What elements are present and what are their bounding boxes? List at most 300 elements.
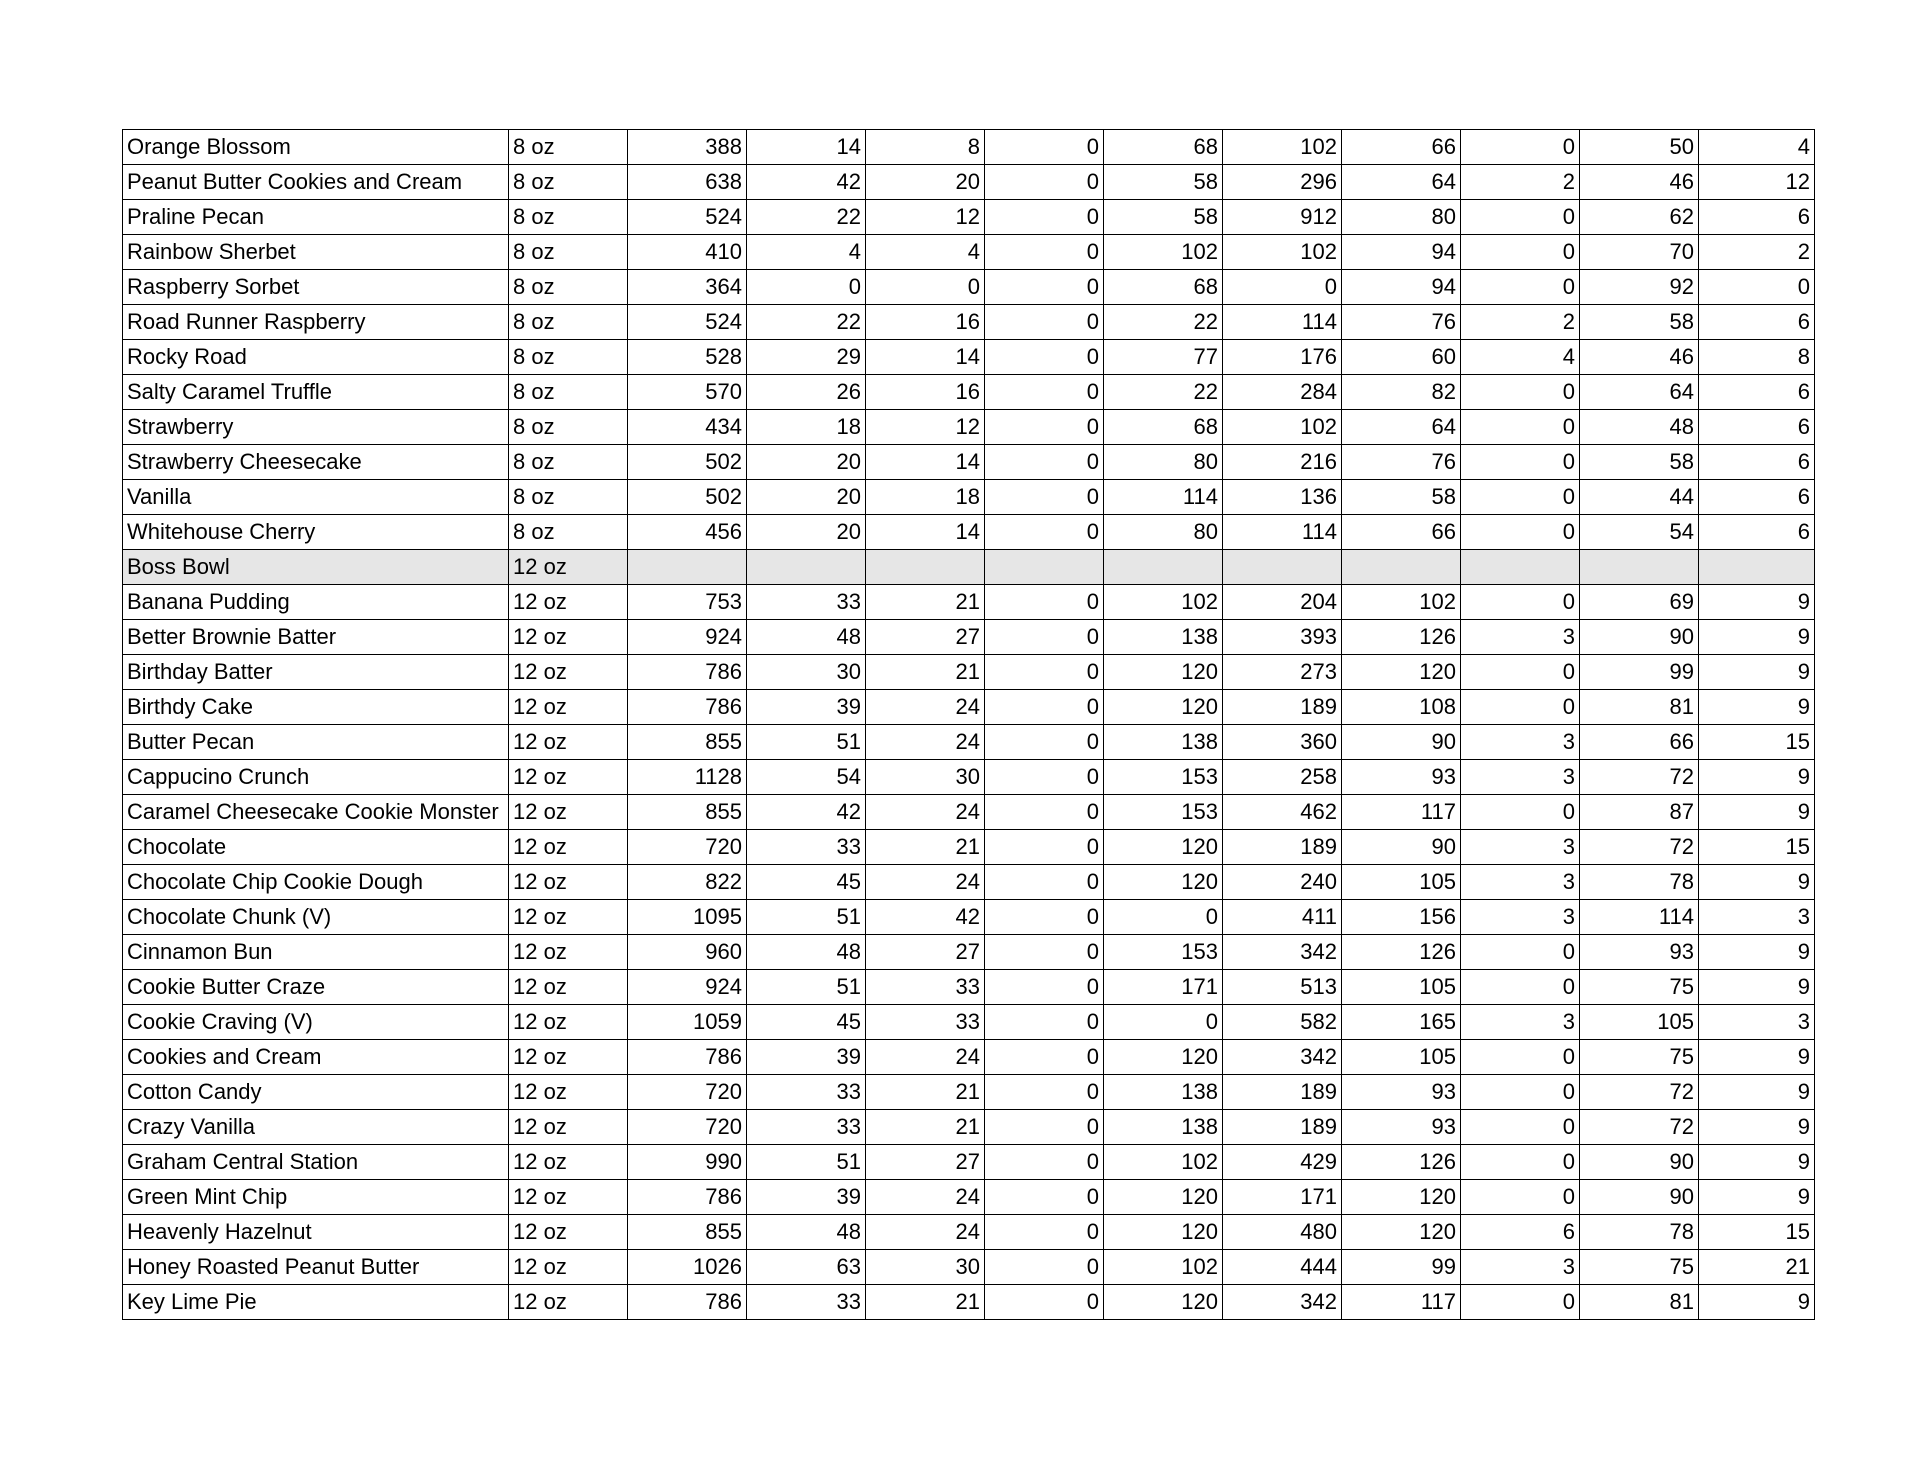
serving-size-cell: 12 oz [509, 1215, 628, 1250]
value-cell: 342 [1223, 1040, 1342, 1075]
value-cell: 12 [1699, 165, 1815, 200]
value-cell: 126 [1342, 620, 1461, 655]
value-cell: 720 [628, 1110, 747, 1145]
value-cell: 153 [1104, 760, 1223, 795]
value-cell: 0 [1461, 690, 1580, 725]
value-cell: 3 [1699, 900, 1815, 935]
value-cell: 960 [628, 935, 747, 970]
value-cell: 360 [1223, 725, 1342, 760]
value-cell: 108 [1342, 690, 1461, 725]
value-cell: 44 [1580, 480, 1699, 515]
value-cell: 0 [985, 620, 1104, 655]
value-cell: 120 [1104, 1215, 1223, 1250]
value-cell: 570 [628, 375, 747, 410]
value-cell: 51 [747, 900, 866, 935]
table-row [123, 690, 1815, 725]
value-cell: 0 [985, 760, 1104, 795]
value-cell: 6 [1699, 200, 1815, 235]
value-cell: 20 [866, 165, 985, 200]
item-name-cell: Birthday Batter [123, 655, 509, 690]
value-cell: 189 [1223, 1075, 1342, 1110]
value-cell: 24 [866, 1215, 985, 1250]
value-cell: 68 [1104, 130, 1223, 165]
value-cell: 924 [628, 970, 747, 1005]
table-row [123, 340, 1815, 375]
value-cell: 138 [1104, 1110, 1223, 1145]
value-cell: 216 [1223, 445, 1342, 480]
table-row [123, 515, 1815, 550]
value-cell: 45 [747, 1005, 866, 1040]
serving-size-cell: 12 oz [509, 690, 628, 725]
serving-size-cell: 8 oz [509, 480, 628, 515]
value-cell: 0 [985, 270, 1104, 305]
value-cell: 2 [1699, 235, 1815, 270]
value-cell: 42 [747, 165, 866, 200]
value-cell: 80 [1104, 515, 1223, 550]
value-cell: 120 [1104, 1285, 1223, 1320]
value-cell: 786 [628, 1180, 747, 1215]
item-name-cell: Cookie Craving (V) [123, 1005, 509, 1040]
value-cell: 6 [1699, 375, 1815, 410]
value-cell: 9 [1699, 1145, 1815, 1180]
value-cell: 0 [1461, 515, 1580, 550]
value-cell: 72 [1580, 1075, 1699, 1110]
value-cell: 3 [1461, 620, 1580, 655]
table-row [123, 620, 1815, 655]
value-cell: 114 [1223, 515, 1342, 550]
item-name-cell: Rocky Road [123, 340, 509, 375]
value-cell: 0 [985, 235, 1104, 270]
serving-size-cell: 8 oz [509, 305, 628, 340]
value-cell: 0 [985, 830, 1104, 865]
value-cell: 21 [866, 1110, 985, 1145]
value-cell: 6 [1699, 480, 1815, 515]
value-cell: 1095 [628, 900, 747, 935]
item-name-cell: Whitehouse Cherry [123, 515, 509, 550]
value-cell: 0 [1461, 270, 1580, 305]
value-cell: 9 [1699, 585, 1815, 620]
value-cell: 24 [866, 795, 985, 830]
value-cell: 582 [1223, 1005, 1342, 1040]
table-row [123, 270, 1815, 305]
value-cell: 64 [1342, 410, 1461, 445]
value-cell: 24 [866, 865, 985, 900]
value-cell: 120 [1342, 1180, 1461, 1215]
value-cell: 9 [1699, 1075, 1815, 1110]
value-cell: 126 [1342, 935, 1461, 970]
serving-size-cell: 12 oz [509, 1075, 628, 1110]
value-cell: 1128 [628, 760, 747, 795]
value-cell: 33 [747, 830, 866, 865]
value-cell: 1059 [628, 1005, 747, 1040]
serving-size-cell: 8 oz [509, 515, 628, 550]
value-cell: 120 [1104, 655, 1223, 690]
value-cell [628, 550, 747, 585]
value-cell: 30 [866, 760, 985, 795]
value-cell: 444 [1223, 1250, 1342, 1285]
value-cell: 0 [985, 900, 1104, 935]
value-cell: 15 [1699, 830, 1815, 865]
serving-size-cell: 12 oz [509, 725, 628, 760]
value-cell: 296 [1223, 165, 1342, 200]
value-cell: 855 [628, 725, 747, 760]
value-cell: 21 [866, 585, 985, 620]
value-cell: 8 [866, 130, 985, 165]
value-cell: 912 [1223, 200, 1342, 235]
value-cell: 102 [1223, 130, 1342, 165]
table-row [123, 1110, 1815, 1145]
value-cell: 0 [985, 340, 1104, 375]
value-cell: 0 [985, 655, 1104, 690]
value-cell: 524 [628, 305, 747, 340]
value-cell [1461, 550, 1580, 585]
value-cell: 26 [747, 375, 866, 410]
value-cell: 6 [1461, 1215, 1580, 1250]
value-cell: 0 [1461, 445, 1580, 480]
value-cell: 364 [628, 270, 747, 305]
item-name-cell: Cookie Butter Craze [123, 970, 509, 1005]
value-cell: 6 [1699, 410, 1815, 445]
item-name-cell: Vanilla [123, 480, 509, 515]
table-row [123, 1215, 1815, 1250]
serving-size-cell: 12 oz [509, 795, 628, 830]
table-row [123, 795, 1815, 830]
item-name-cell: Cookies and Cream [123, 1040, 509, 1075]
value-cell: 138 [1104, 1075, 1223, 1110]
value-cell: 0 [1104, 900, 1223, 935]
value-cell: 12 [866, 410, 985, 445]
value-cell: 410 [628, 235, 747, 270]
value-cell: 524 [628, 200, 747, 235]
table-row [123, 445, 1815, 480]
value-cell: 0 [985, 1040, 1104, 1075]
value-cell: 94 [1342, 270, 1461, 305]
value-cell: 153 [1104, 935, 1223, 970]
serving-size-cell: 12 oz [509, 1040, 628, 1075]
value-cell: 62 [1580, 200, 1699, 235]
serving-size-cell: 8 oz [509, 165, 628, 200]
serving-size-cell: 12 oz [509, 1285, 628, 1320]
value-cell: 78 [1580, 865, 1699, 900]
value-cell: 0 [1461, 1075, 1580, 1110]
value-cell: 68 [1104, 270, 1223, 305]
value-cell: 120 [1104, 830, 1223, 865]
value-cell [1699, 550, 1815, 585]
item-name-cell: Green Mint Chip [123, 1180, 509, 1215]
item-name-cell: Butter Pecan [123, 725, 509, 760]
item-name-cell: Cappucino Crunch [123, 760, 509, 795]
value-cell: 924 [628, 620, 747, 655]
value-cell: 176 [1223, 340, 1342, 375]
table-row [123, 830, 1815, 865]
value-cell: 720 [628, 830, 747, 865]
value-cell: 24 [866, 690, 985, 725]
value-cell: 3 [1461, 1250, 1580, 1285]
value-cell: 480 [1223, 1215, 1342, 1250]
table-row [123, 725, 1815, 760]
serving-size-cell: 12 oz [509, 655, 628, 690]
item-name-cell: Road Runner Raspberry [123, 305, 509, 340]
value-cell: 171 [1223, 1180, 1342, 1215]
value-cell: 48 [747, 935, 866, 970]
table-row [123, 900, 1815, 935]
value-cell: 114 [1580, 900, 1699, 935]
value-cell: 9 [1699, 1040, 1815, 1075]
item-name-cell: Strawberry Cheesecake [123, 445, 509, 480]
value-cell: 54 [747, 760, 866, 795]
value-cell: 786 [628, 1040, 747, 1075]
serving-size-cell: 12 oz [509, 1110, 628, 1145]
value-cell: 93 [1342, 1075, 1461, 1110]
table-row [123, 1285, 1815, 1320]
value-cell: 24 [866, 725, 985, 760]
value-cell: 502 [628, 480, 747, 515]
value-cell: 120 [1342, 1215, 1461, 1250]
value-cell: 2 [1461, 165, 1580, 200]
value-cell: 75 [1580, 1040, 1699, 1075]
value-cell: 60 [1342, 340, 1461, 375]
table-row [123, 305, 1815, 340]
serving-size-cell: 12 oz [509, 935, 628, 970]
value-cell: 0 [1461, 200, 1580, 235]
value-cell: 0 [1461, 655, 1580, 690]
item-name-cell: Cinnamon Bun [123, 935, 509, 970]
item-name-cell: Honey Roasted Peanut Butter [123, 1250, 509, 1285]
serving-size-cell: 8 oz [509, 445, 628, 480]
value-cell: 76 [1342, 445, 1461, 480]
value-cell: 0 [985, 585, 1104, 620]
value-cell: 105 [1342, 970, 1461, 1005]
table-row [123, 655, 1815, 690]
value-cell: 342 [1223, 1285, 1342, 1320]
value-cell: 0 [1461, 1040, 1580, 1075]
value-cell: 0 [985, 200, 1104, 235]
value-cell: 33 [747, 1075, 866, 1110]
value-cell: 120 [1104, 1040, 1223, 1075]
value-cell: 48 [747, 1215, 866, 1250]
value-cell: 75 [1580, 1250, 1699, 1285]
value-cell: 6 [1699, 445, 1815, 480]
value-cell: 87 [1580, 795, 1699, 830]
value-cell: 27 [866, 620, 985, 655]
item-name-cell: Strawberry [123, 410, 509, 445]
item-name-cell: Chocolate Chunk (V) [123, 900, 509, 935]
value-cell: 80 [1104, 445, 1223, 480]
value-cell: 786 [628, 690, 747, 725]
serving-size-cell: 12 oz [509, 900, 628, 935]
value-cell: 29 [747, 340, 866, 375]
value-cell: 3 [1461, 725, 1580, 760]
item-name-cell: Peanut Butter Cookies and Cream [123, 165, 509, 200]
value-cell: 46 [1580, 165, 1699, 200]
value-cell: 30 [747, 655, 866, 690]
item-name-cell: Boss Bowl [123, 550, 509, 585]
table-row [123, 130, 1815, 165]
value-cell: 33 [747, 1110, 866, 1145]
value-cell: 75 [1580, 970, 1699, 1005]
value-cell: 0 [985, 1075, 1104, 1110]
value-cell: 21 [866, 1285, 985, 1320]
value-cell: 0 [985, 690, 1104, 725]
value-cell: 990 [628, 1145, 747, 1180]
value-cell: 51 [747, 1145, 866, 1180]
value-cell: 12 [866, 200, 985, 235]
value-cell: 189 [1223, 690, 1342, 725]
item-name-cell: Caramel Cheesecake Cookie Monster [123, 795, 509, 830]
value-cell: 58 [1342, 480, 1461, 515]
value-cell: 114 [1223, 305, 1342, 340]
value-cell: 855 [628, 1215, 747, 1250]
value-cell: 0 [1699, 270, 1815, 305]
table-row [123, 935, 1815, 970]
value-cell: 22 [747, 305, 866, 340]
value-cell: 388 [628, 130, 747, 165]
value-cell: 9 [1699, 935, 1815, 970]
value-cell: 638 [628, 165, 747, 200]
value-cell: 82 [1342, 375, 1461, 410]
value-cell: 93 [1342, 760, 1461, 795]
value-cell: 138 [1104, 620, 1223, 655]
value-cell: 9 [1699, 795, 1815, 830]
value-cell: 0 [1461, 970, 1580, 1005]
value-cell: 0 [1461, 235, 1580, 270]
value-cell: 78 [1580, 1215, 1699, 1250]
value-cell: 48 [747, 620, 866, 655]
value-cell: 8 [1699, 340, 1815, 375]
value-cell: 50 [1580, 130, 1699, 165]
value-cell: 58 [1104, 165, 1223, 200]
table-row [123, 1075, 1815, 1110]
table-row [123, 865, 1815, 900]
value-cell: 3 [1461, 865, 1580, 900]
value-cell: 102 [1342, 585, 1461, 620]
table-row [123, 375, 1815, 410]
value-cell: 0 [1461, 585, 1580, 620]
value-cell: 21 [866, 655, 985, 690]
value-cell: 156 [1342, 900, 1461, 935]
nutrition-table [122, 129, 1815, 1320]
value-cell: 1026 [628, 1250, 747, 1285]
serving-size-cell: 12 oz [509, 1180, 628, 1215]
value-cell: 102 [1104, 1145, 1223, 1180]
value-cell: 0 [1461, 480, 1580, 515]
value-cell: 105 [1580, 1005, 1699, 1040]
serving-size-cell: 8 oz [509, 200, 628, 235]
serving-size-cell: 8 oz [509, 130, 628, 165]
item-name-cell: Key Lime Pie [123, 1285, 509, 1320]
value-cell: 39 [747, 1040, 866, 1075]
value-cell: 16 [866, 375, 985, 410]
value-cell: 0 [1461, 795, 1580, 830]
value-cell: 9 [1699, 620, 1815, 655]
value-cell: 0 [985, 375, 1104, 410]
value-cell: 24 [866, 1180, 985, 1215]
value-cell: 0 [985, 1250, 1104, 1285]
value-cell: 102 [1104, 1250, 1223, 1285]
serving-size-cell: 12 oz [509, 620, 628, 655]
value-cell: 9 [1699, 865, 1815, 900]
value-cell: 258 [1223, 760, 1342, 795]
value-cell: 33 [747, 585, 866, 620]
value-cell: 120 [1104, 1180, 1223, 1215]
item-name-cell: Chocolate [123, 830, 509, 865]
table-row [123, 410, 1815, 445]
value-cell: 0 [985, 130, 1104, 165]
table-row [123, 235, 1815, 270]
item-name-cell: Orange Blossom [123, 130, 509, 165]
value-cell: 153 [1104, 795, 1223, 830]
item-name-cell: Graham Central Station [123, 1145, 509, 1180]
value-cell: 42 [866, 900, 985, 935]
value-cell: 90 [1580, 1180, 1699, 1215]
value-cell: 51 [747, 970, 866, 1005]
table-row [123, 1040, 1815, 1075]
value-cell: 120 [1104, 690, 1223, 725]
value-cell: 429 [1223, 1145, 1342, 1180]
value-cell: 0 [985, 410, 1104, 445]
value-cell: 171 [1104, 970, 1223, 1005]
value-cell: 0 [985, 480, 1104, 515]
value-cell: 411 [1223, 900, 1342, 935]
value-cell: 46 [1580, 340, 1699, 375]
value-cell: 14 [866, 515, 985, 550]
value-cell: 9 [1699, 690, 1815, 725]
value-cell [747, 550, 866, 585]
value-cell: 240 [1223, 865, 1342, 900]
value-cell: 0 [985, 1215, 1104, 1250]
item-name-cell: Banana Pudding [123, 585, 509, 620]
item-name-cell: Raspberry Sorbet [123, 270, 509, 305]
value-cell: 0 [985, 1180, 1104, 1215]
value-cell: 0 [985, 445, 1104, 480]
value-cell: 4 [1461, 340, 1580, 375]
table-row [123, 1145, 1815, 1180]
serving-size-cell: 12 oz [509, 1145, 628, 1180]
value-cell: 204 [1223, 585, 1342, 620]
value-cell [1580, 550, 1699, 585]
value-cell: 753 [628, 585, 747, 620]
value-cell: 72 [1580, 1110, 1699, 1145]
value-cell: 90 [1342, 830, 1461, 865]
value-cell: 90 [1580, 620, 1699, 655]
value-cell: 21 [866, 1075, 985, 1110]
value-cell: 39 [747, 690, 866, 725]
value-cell: 21 [866, 830, 985, 865]
value-cell: 120 [1342, 655, 1461, 690]
table-row [123, 970, 1815, 1005]
item-name-cell: Praline Pecan [123, 200, 509, 235]
value-cell: 102 [1104, 235, 1223, 270]
value-cell: 99 [1580, 655, 1699, 690]
serving-size-cell: 12 oz [509, 970, 628, 1005]
value-cell: 63 [747, 1250, 866, 1285]
value-cell: 822 [628, 865, 747, 900]
value-cell: 90 [1580, 1145, 1699, 1180]
value-cell: 81 [1580, 1285, 1699, 1320]
value-cell: 21 [1699, 1250, 1815, 1285]
item-name-cell: Birthdy Cake [123, 690, 509, 725]
value-cell: 66 [1342, 130, 1461, 165]
serving-size-cell: 8 oz [509, 410, 628, 445]
value-cell: 18 [866, 480, 985, 515]
item-name-cell: Cotton Candy [123, 1075, 509, 1110]
value-cell: 94 [1342, 235, 1461, 270]
value-cell: 20 [747, 480, 866, 515]
value-cell: 33 [866, 970, 985, 1005]
value-cell: 0 [1104, 1005, 1223, 1040]
serving-size-cell: 12 oz [509, 585, 628, 620]
value-cell: 126 [1342, 1145, 1461, 1180]
